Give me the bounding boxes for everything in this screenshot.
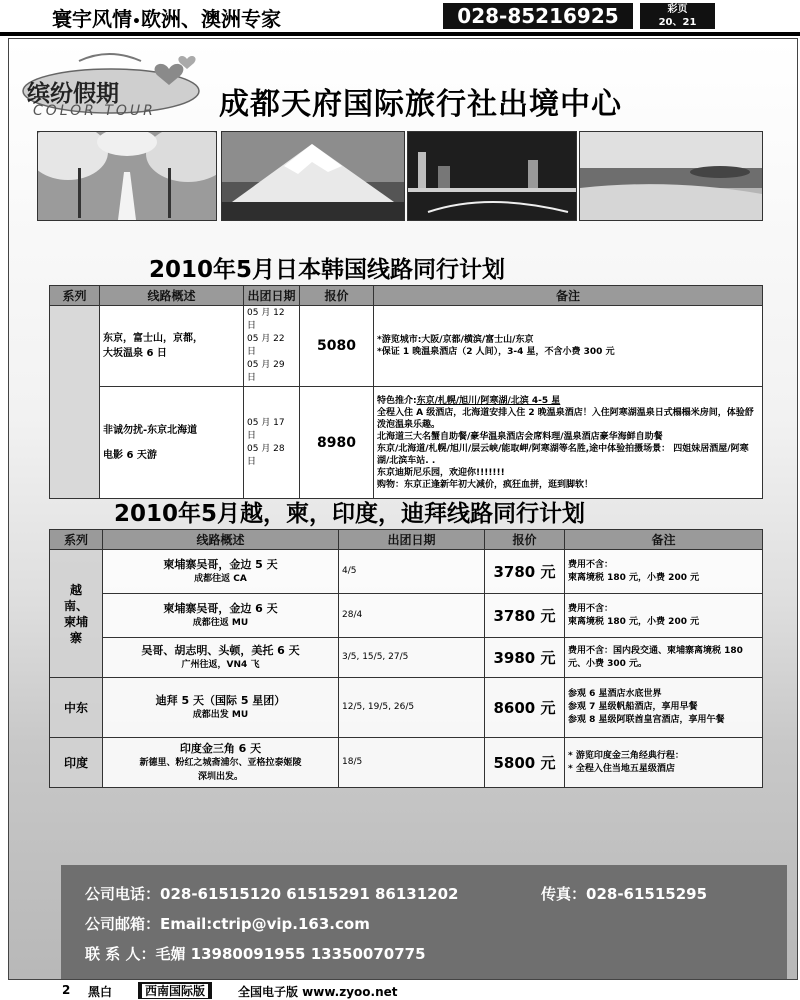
dates-cell: 3/5, 15/5, 27/5	[339, 638, 485, 678]
color-page-box	[640, 3, 715, 29]
company-fax: 传真：028-61515295	[541, 885, 708, 903]
price-cell: 5080	[300, 306, 374, 387]
top-rule	[0, 32, 800, 36]
contact-person: 联 系 人：毛媚 13980091955 13350070775	[85, 945, 426, 963]
color-page-numbers: 20、21	[658, 17, 697, 28]
table-row	[50, 306, 763, 387]
route-cell: 东京，富士山，京都， 大坂温泉 6 日	[100, 306, 244, 387]
table-row	[50, 638, 763, 678]
price-cell: 8980	[300, 387, 374, 499]
dates-cell: 05 月 17 日 05 月 28 日	[244, 387, 300, 499]
series-india: 印度	[50, 738, 103, 788]
contact-panel	[61, 865, 787, 980]
table-row	[50, 387, 763, 499]
japan-korea-table	[49, 285, 763, 499]
col-route: 线路概述	[103, 530, 339, 550]
price-cell: 3780 元	[485, 550, 565, 594]
col-series: 系列	[50, 530, 103, 550]
photo-coast	[579, 131, 763, 221]
photo-cherry-path	[37, 131, 217, 221]
edition-badge: 西南国际版	[138, 982, 212, 999]
table-header-row	[50, 286, 763, 306]
table-header-row	[50, 530, 763, 550]
notes-cell: *游览城市:大阪/京都/横滨/富士山/东京 *保证 1 晚温泉酒店（2 人间），3-4 星，不含小费 300 元	[374, 306, 763, 387]
notes-cell: 费用不含： 柬离境税 180 元，小费 200 元	[565, 594, 763, 638]
bw-label: 黑白	[88, 985, 113, 999]
logo-en: COLOR TOUR	[33, 103, 156, 119]
table-row	[50, 550, 763, 594]
notes-cell: 费用不含：国内段交通、柬埔寨离境税 180 元、小费 300 元。	[565, 638, 763, 678]
route-cell: 印度金三角 6 天 新德里、粉红之城斋浦尔、亚格拉泰姬陵 深圳出发。	[103, 738, 339, 788]
col-dates: 出团日期	[244, 286, 300, 306]
notes-cell: 参观 6 星酒店水底世界 参观 7 星级帆船酒店，享用早餐 参观 8 星级阿联酋皇宫酒店，享用午餐	[565, 678, 763, 738]
series-middle-east: 中东	[50, 678, 103, 738]
sea-me-table	[49, 529, 763, 788]
route-cell: 非诚勿扰-东京北海道 电影 6 天游	[100, 387, 244, 499]
dates-cell: 4/5	[339, 550, 485, 594]
notes-cell: 特色推介:东京/札幌/旭川/阿寒湖/北滨 4-5 星 全程入住 A 级酒店，北海道安排入住 2 晚温泉酒店！入住阿寒湖温泉日式榻榻米房间，体验舒泼泡温泉乐趣。 北海道三大名蟹自助餐/豪华温泉酒店会席料理/温泉酒店豪华海鲜自助餐 东京/北海道/札幌/旭川/层云峡/能取岬/阿寒湖等名胜,途中体验拍摄场景： 四姐妹居酒屋/阿寒湖/北滨车站. . 东京迪斯尼乐园，欢迎你!!!!!!! 购物：东京正逢新年初大减价，疯狂血拼，逛到脚软！	[374, 387, 763, 499]
brand-name: 寰宇风情	[52, 7, 132, 31]
page-number: 2	[62, 983, 71, 997]
footer-site: 全国电子版 www.zyoo.net	[238, 985, 398, 999]
route-cell: 迪拜 5 天（国际 5 星团） 成都出发 MU	[103, 678, 339, 738]
company-email: 公司邮箱：Email:ctrip@vip.163.com	[85, 915, 370, 933]
price-cell: 8600 元	[485, 678, 565, 738]
table-row	[50, 678, 763, 738]
series-cell-empty	[50, 306, 100, 499]
price-cell: 3980 元	[485, 638, 565, 678]
dates-cell: 18/5	[339, 738, 485, 788]
dates-cell: 05 月 12 日 05 月 22 日 05 月 29 日	[244, 306, 300, 387]
col-notes: 备注	[374, 286, 763, 306]
route-cell: 柬埔寨吴哥，金边 6 天 成都往返 MU	[103, 594, 339, 638]
table-row	[50, 738, 763, 788]
photo-mount-fuji	[221, 131, 405, 221]
col-price: 报价	[485, 530, 565, 550]
col-series: 系列	[50, 286, 100, 306]
route-cell: 柬埔寨吴哥，金边 5 天 成都往返 CA	[103, 550, 339, 594]
price-cell: 5800 元	[485, 738, 565, 788]
notes-cell: 费用不含： 柬离境税 180 元，小费 200 元	[565, 550, 763, 594]
page-footer	[0, 980, 800, 1000]
series-vietnam-cambodia: 越南、柬埔寨	[50, 550, 103, 678]
slogan: 欧洲、澳洲专家	[140, 7, 281, 31]
col-price: 报价	[300, 286, 374, 306]
notes-cell: * 游览印度金三角经典行程： * 全程入住当地五星级酒店	[565, 738, 763, 788]
company-phone: 公司电话：028-61515120 61515291 86131202	[85, 885, 459, 903]
top-banner	[0, 0, 800, 36]
table-row	[50, 594, 763, 638]
sea-me-title: 2010年5月越，柬，印度，迪拜线路同行计划	[114, 501, 586, 527]
agency-title: 成都天府国际旅行社出境中心	[219, 87, 622, 122]
dates-cell: 12/5, 19/5, 26/5	[339, 678, 485, 738]
japan-korea-title: 2010年5月日本韩国线路同行计划	[149, 257, 506, 283]
col-dates: 出团日期	[339, 530, 485, 550]
advertisement	[8, 38, 798, 980]
col-route: 线路概述	[100, 286, 244, 306]
route-cell: 吴哥、胡志明、头顿，美托 6 天 广州往返，VN4 飞	[103, 638, 339, 678]
dates-cell: 28/4	[339, 594, 485, 638]
col-notes: 备注	[565, 530, 763, 550]
logo-cn: 缤纷假期	[27, 80, 119, 107]
price-cell: 3780 元	[485, 594, 565, 638]
header-phone: 028-85216925	[443, 3, 633, 29]
color-page-label: 彩页	[667, 4, 688, 15]
photo-city-night	[407, 131, 577, 221]
brand-slogan: 寰宇风情•欧洲、澳洲专家	[52, 7, 281, 31]
logo	[19, 47, 204, 127]
